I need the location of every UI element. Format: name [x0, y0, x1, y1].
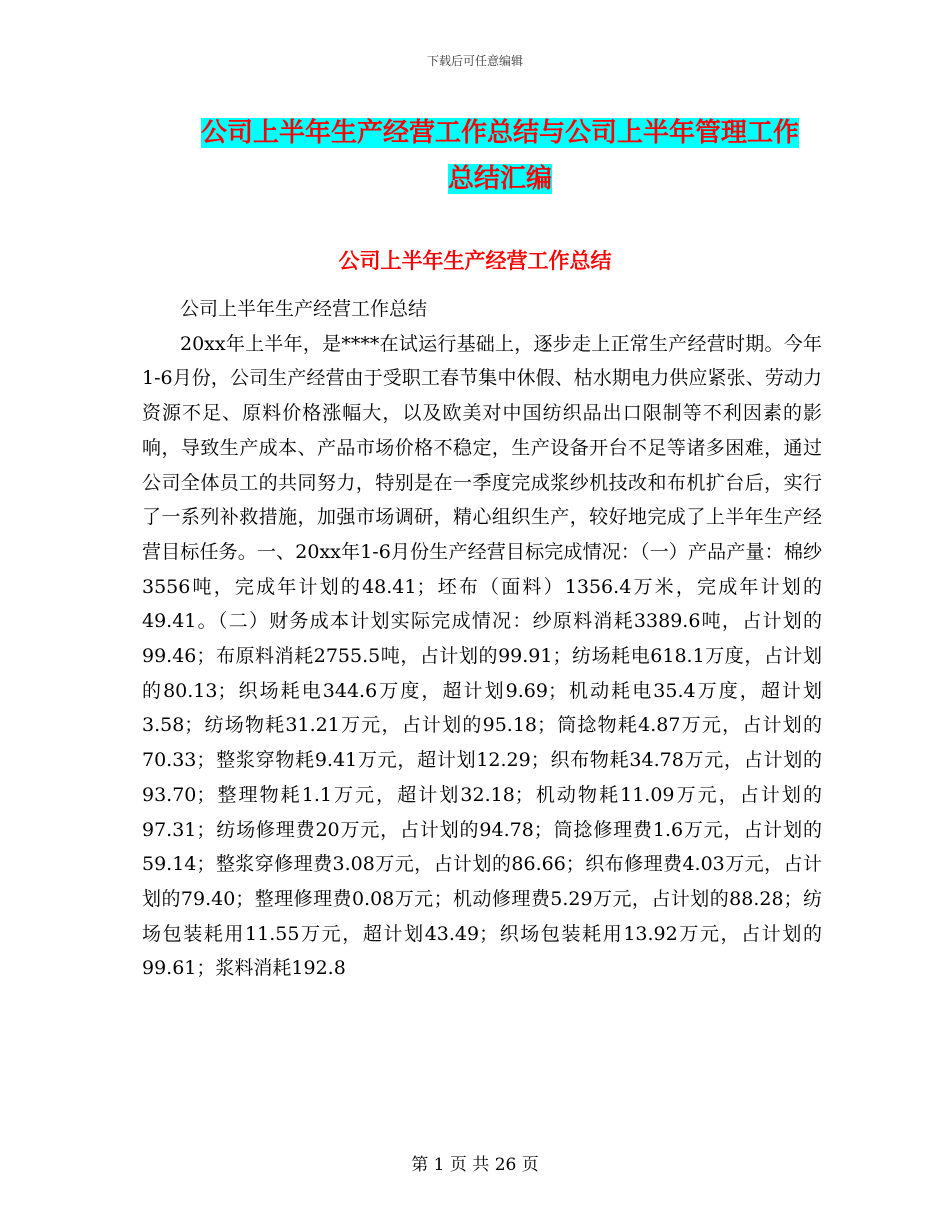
body-text — [142, 292, 822, 986]
page-footer: 第 1 页 共 26 页 — [411, 1155, 539, 1175]
section-title: 公司上半年生产经营工作总结 — [338, 249, 612, 273]
header-note: 下载后可任意编辑 — [426, 54, 523, 68]
document-title-line-1: 公司上半年生产经营工作总结与公司上半年管理工作 — [200, 118, 799, 148]
paragraph-main: 20xx年上半年，是****在试运行基础上，逐步走上正常生产经营时期。今年1-6月份，公司生产经营由于受职工春节集中休假、枯水期电力供应紧张、劳动力资源不足、原料价格涨幅大，以及欧美对中国纺织品出口限制等不利因素的影响，导致生产成本、产品市场价格不稳定，生产设备开台不足等诸多困难，通过公司全体员工的共同努力，特别是在一季度完成浆纱机技改和布机扩台后，实行了一系列补救措施，加强市场调研，精心组织生产，较好地完成了上半年生产经营目标任务。一、20xx年1-6月份生产经营目标完成情况：（一）产品产量：棉纱3556吨，完成年计划的48.41；坯布（面料）1356.4万米，完成年计划的49.41。（二）财务成本计划实际完成情况：纱原料消耗3389.6吨，占计划的99.46；布原料消耗2755.5吨，占计划的99.91；纺场耗电618.1万度，占计划的80.13；织场耗电344.6万度，超计划9.69；机动耗电35.4万度，超计划3.58；纺场物耗31.21万元，占计划的95.18；筒捻物耗4.87万元，占计划的70.33；整浆穿物耗9.41万元，超计划12.29；织布物耗34.78万元，占计划的93.70；整理物耗1.1万元，超计划32.18；机动物耗11.09万元，占计划的97.31；纺场修理费20万元，占计划的94.78；筒捻修理费1.6万元，占计划的59.14；整浆穿修理费3.08万元，占计划的86.66；织布修理费4.03万元，占计划的79.40；整理修理费0.08万元；机动修理费5.29万元，占计划的88.28；纺场包装耗用11.55万元，超计划43.49；织场包装耗用13.92万元，占计划的99.61；浆料消耗192.8 — [142, 332, 822, 980]
document-title — [150, 110, 850, 202]
document-title-line-2: 总结汇编 — [447, 164, 552, 194]
paragraph-subtitle: 公司上半年生产经营工作总结 — [180, 298, 428, 320]
